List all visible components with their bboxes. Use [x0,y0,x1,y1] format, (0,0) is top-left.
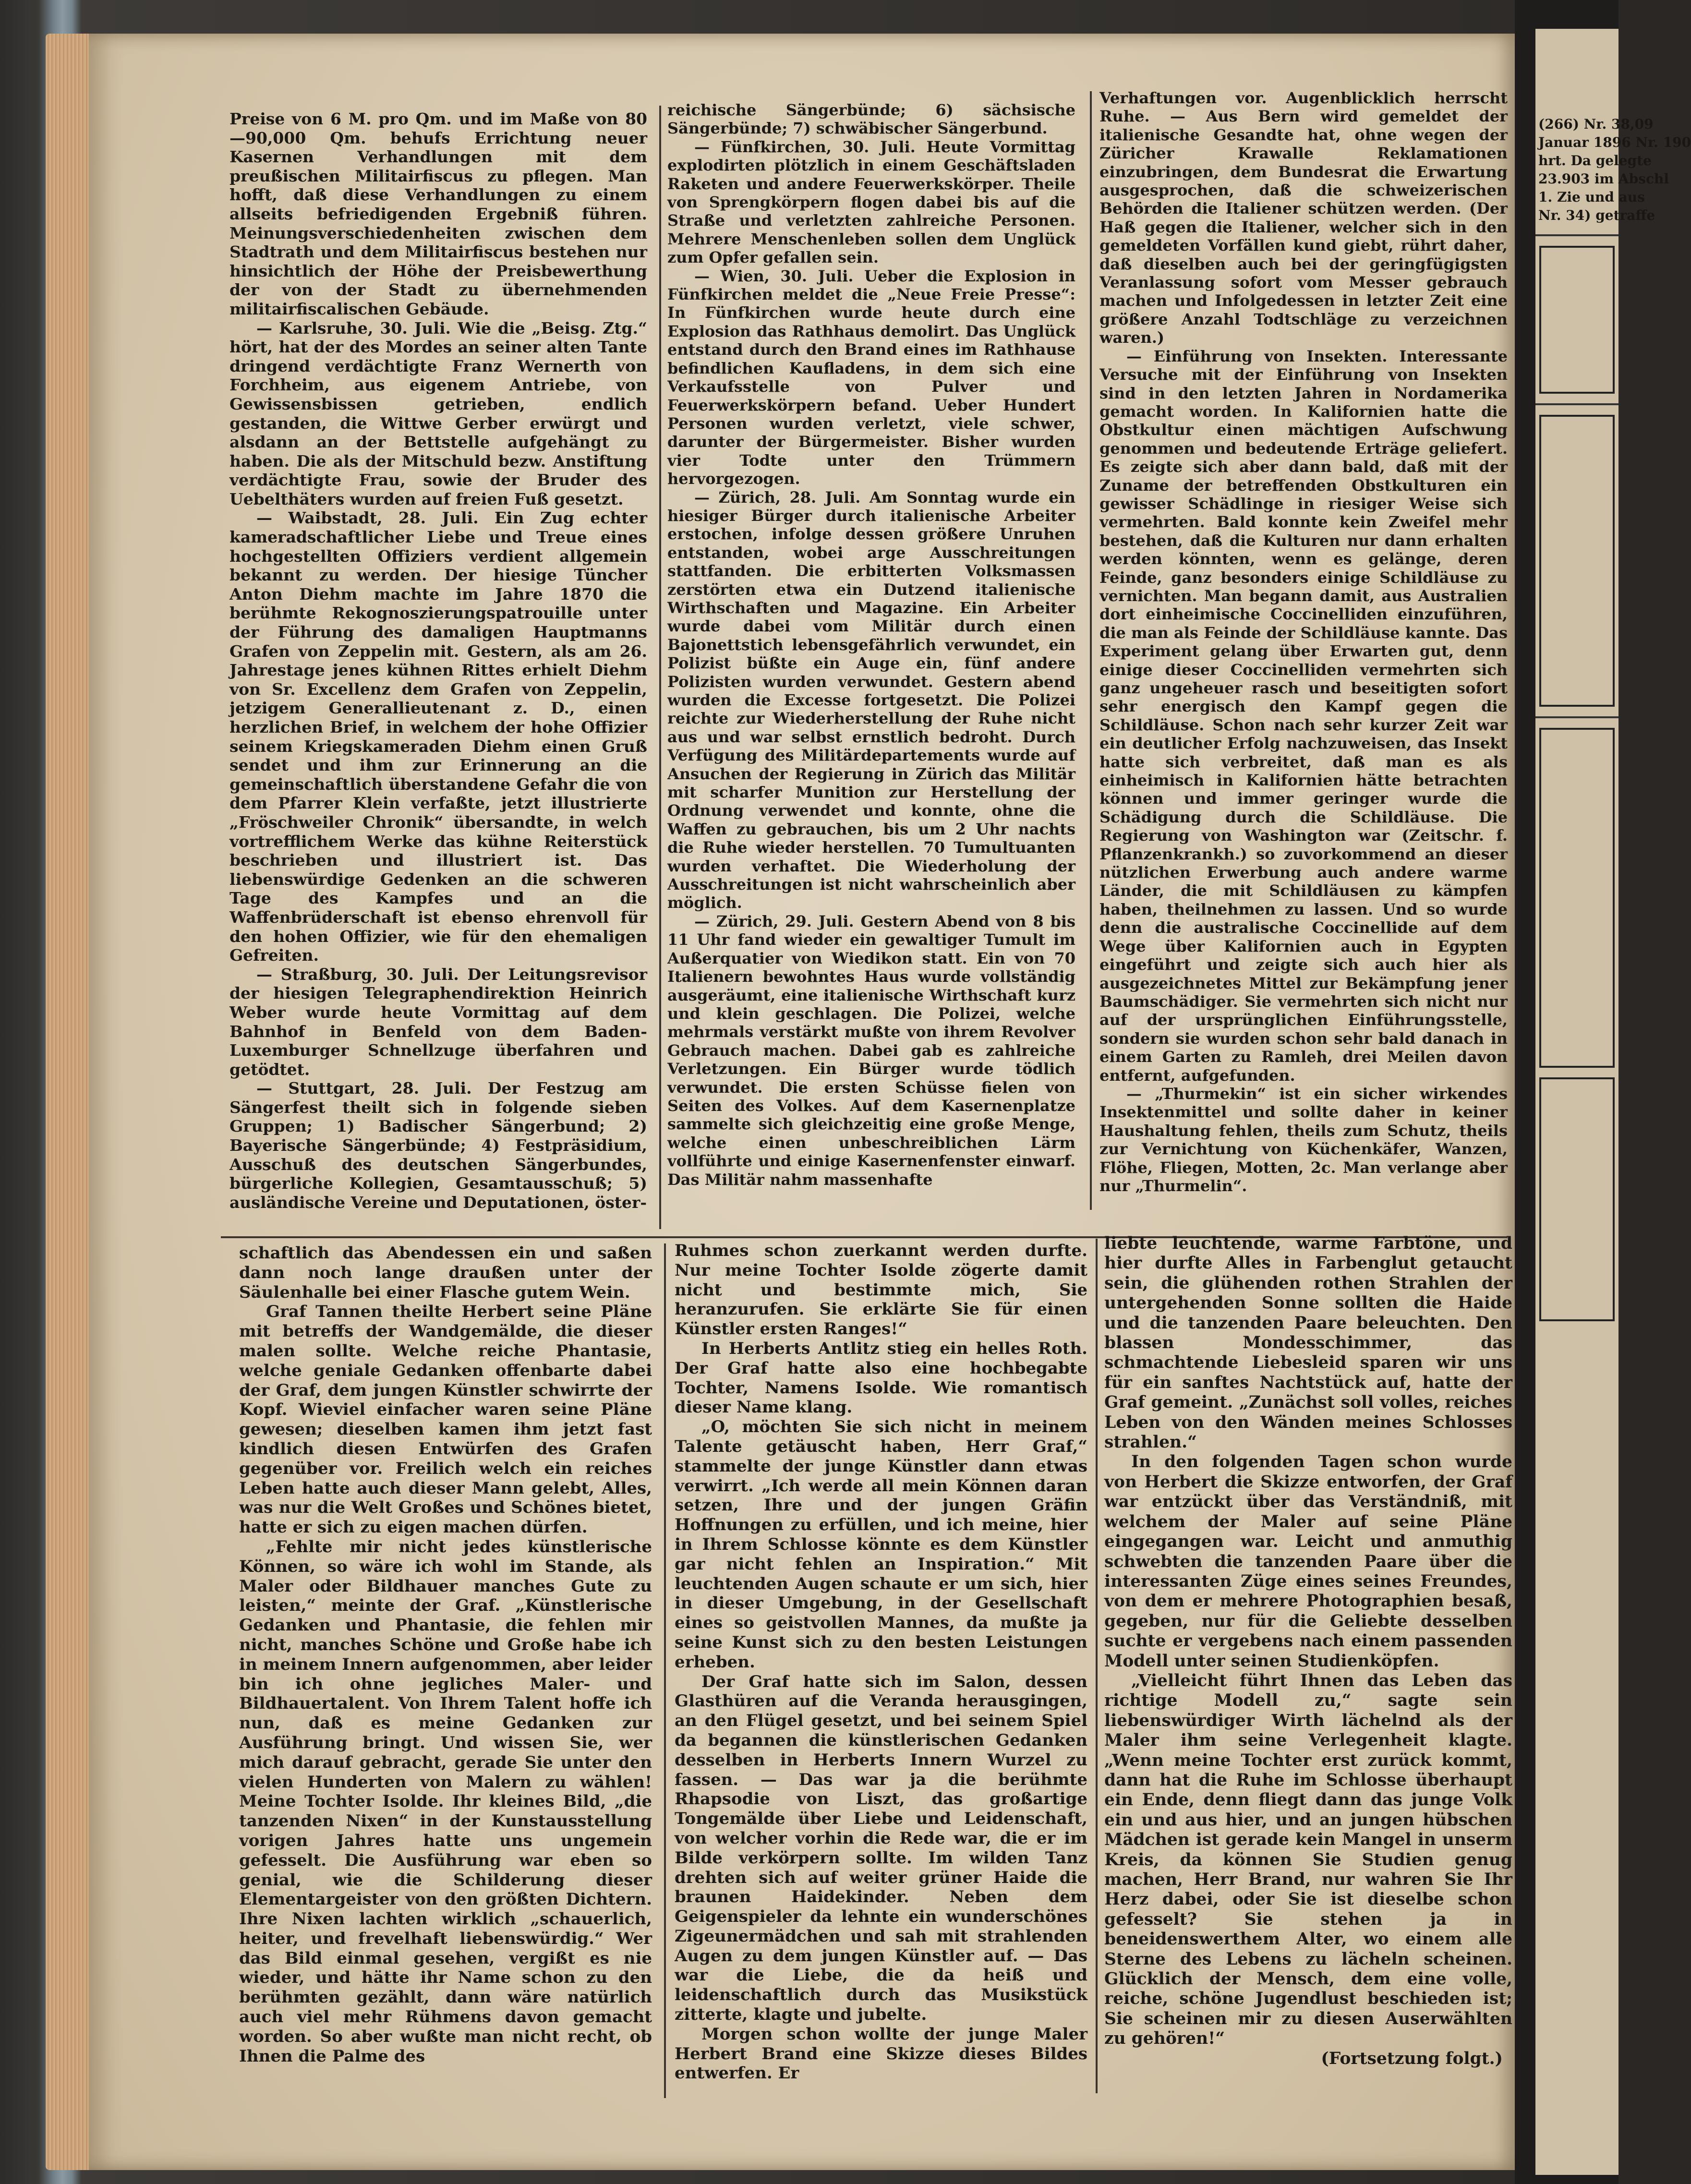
story-paragraph: „Vielleicht führt Ihnen das Leben das richtige Modell zu,“ sagte sein liebenswürdiger Wirth lächelnd als der Maler ihm seine Verlegenheit klagte. „Wenn meine Tochter erst zurück kommt, dann hat die Ruhe im Schlosse überhaupt ein Ende, denn fliegt dann das junge Volk ein und aus hier, und an jungen hübschen Mädchen ist gerade kein Mangel in unserm Kreis, da können Sie Studien genug machen, Herr Brand, nur wahren Sie Ihr Herz dabei, oder Sie ist dieselbe schon gefesselt? Sie stehen ja in beneidenswerthem Alter, wo einem alle Sterne des Lebens zu lächeln scheinen. Glücklich der Mensch, dem eine volle, reiche, schöne Jugendlust beschieden ist; Sie scheinen mir zu diesen Auserwählten zu gehören!“ [1104,1671,1512,2049]
adjacent-fragment: Januar 1896 Nr. 190 [1538,134,1691,150]
article-fuenfkirchen: — Fünfkirchen, 30. Juli. Heute Vormittag explodirten plötzlich in einem Geschäftsladen Raketen und andere Feuerwerkskörper. Theile von Sprengkörpern flogen dabei bis auf die Straße und verletzten zahlreiche Personen. Mehrere Menschenleben sollen dem Unglück zum Opfer gefallen sein. [667,137,1075,267]
upper-column-2 [667,101,1075,1219]
article-paragraph: Preise von 6 M. pro Qm. und im Maße von 80—90,000 Qm. behufs Errichtung neuer Kasernen Verhandlungen mit dem preußischen Militairfiscus zu pflegen. Man hofft, daß diese Verhandlungen zu einem allseits befriedigenden Ergebniß führen. Meinungsverschiedenheiten zwischen dem Stadtrath und dem Militairfiscus bestehen nur hinsichtlich der Höhe der Preisbewerthung der von der Stadt zu übernehmenden militairfiscalischen Gebäude. [229,109,647,318]
adjacent-advert-box [1539,415,1615,707]
lower-column-2 [675,1241,1087,2091]
adjacent-fragment: 23.903 im Abschl [1538,171,1669,187]
adjacent-fragment: hrt. Da gelegte [1538,153,1652,169]
continuation-note: (Fortsetzung folgt.) [1321,2049,1503,2068]
adjacent-fragment: Nr. 34) getraffe [1538,207,1655,223]
article-stuttgart: — Stuttgart, 28. Juli. Der Festzug am Sängerfest theilt sich in folgende sieben Gruppen; 1) Badischer Sängerbund; 2) Bayerische Sängerbünde; 4) Festpräsidium, Ausschuß des deutschen Sängerbundes, bürgerliche Kollegien, Gesamtausschuß; 5) ausländische Vereine und Deputationen, öster- [229,1079,647,1212]
article-zuerich-29: — Zürich, 29. Juli. Gestern Abend von 8 bis 11 Uhr fand wieder ein gewaltiger Tumult im Außerquatier von Wiedikon statt. Ein von 70 Italienern bewohntes Haus wurde vollständig ausgeräumt, eine italienische Wirthschaft kurz und klein geschlagen. Die Polizei, welche mehrmals verstärkt mußte von ihrem Revolver Gebrauch machen. Dabei gab es zahlreiche Verletzungen. Ein Bürger wurde tödlich verwundet. Die ersten Schüsse fielen von Seiten des Volkes. Auf dem Kasernenplatze sammelte sich gleichzeitig eine große Menge, welche einen unbeschreiblichen Lärm vollführte und einige Kasernenfenster einwarf. Das Militär nahm massenhafte [667,912,1075,1189]
adjacent-rule [1535,716,1619,718]
article-thurmelin: — „Thurmekin“ ist ein sicher wirkendes Insektenmittel und sollte daher in keiner Haushaltung fehlen, theils zum Schutz, theils zur Vernichtung von Küchenkäfer, Wanzen, Flöhe, Fliegen, Motten, 2c. Man verlange aber nur „Thurmelin“. [1099,1084,1508,1195]
lower-column-1 [239,1243,652,2093]
upper-column-3 [1099,89,1508,1207]
article-wien: — Wien, 30. Juli. Ueber die Explosion in Fünfkirchen meldet die „Neue Freie Presse“: In Fünfkirchen wurde heute durch eine Explosion das Rathhaus demolirt. Das Unglück entstand durch den Brand eines im Rathhause befindlichen Kaufladens, in dem sich eine Verkaufsstelle von Pulver und Feuerwerkskörpern befand. Ueber Hundert Personen wurden verletzt, viele schwer, darunter der Bürgermeister. Bisher wurden vier Todte unter den Trümmern hervorgezogen. [667,266,1075,488]
article-paragraph: Verhaftungen vor. Augenblicklich herrscht Ruhe. — Aus Bern wird gemeldet der italienische Gesandte hat, ohne wegen der Züricher Krawalle Reklamationen einzubringen, dem Bundesrat die Erwartung ausgesprochen, daß die schweizerischen Behörden die Italiener schützen werden. (Der Haß gegen die Italiener, welcher sich in den gemeldeten Vorfällen kund giebt, rührt daher, daß dieselben auch bei der geringfügigsten Veranlassung sofort vom Messer gebrauch machen und Infolgedessen in letzter Zeit eine größere Anzahl Todtschläge zu verzeichnen waren.) [1099,89,1508,347]
story-paragraph: Der Graf hatte sich im Salon, dessen Glasthüren auf die Veranda herausgingen, an den Flügel gesetzt, und bei seinem Spiel da begannen die künstlerischen Gedanken desselben in Herberts Innern Wurzel zu fassen. — Das war ja die berühmte Rhapsodie von Liszt, das großartige Tongemälde über Liebe und Leidenschaft, von welcher vorhin die Rede war, die er im Bilde verkörpern sollte. Im wilden Tanz drehten sich auf weiter grüner Haide die braunen Haidekinder. Neben dem Geigenspieler da lehnte ein wunderschönes Zigeunermädchen und sah mit strahlenden Augen zu dem jungen Künstler auf. — Das war die Liebe, die da heiß und leidenschaftlich durch das Musikstück zitterte, klagte und jubelte. [675,1672,1087,2025]
article-waibstadt: — Waibstadt, 28. Juli. Ein Zug echter kameradschaftlicher Liebe und Treue eines hochgestellten Offiziers verdient allgemein bekannt zu werden. Der hiesige Tüncher Anton Diehm machte im Jahre 1870 die berühmte Rekognoszierungspatrouille unter der Führung des damaligen Hauptmanns Grafen von Zeppelin mit. Gestern, als am 26. Jahrestage jenes kühnen Rittes erhielt Diehm von Sr. Excellenz dem Grafen von Zeppelin, jetzigem Generallieutenant z. D., einen herzlichen Brief, in welchem der hohe Offizier seinem Kriegskameraden Diehm einen Gruß sendet und ihm zur Erinnerung an die gemeinschaftlich überstandene Gefahr die von dem Pfarrer Klein verfaßte, jetzt illustrierte „Fröschweiler Chronik“ übersandte, in welch vortrefflichem Werke das kühne Reiterstück beschrieben und illustriert ist. Das liebenswürdige Gedenken an die schweren Tage des Kampfes und an die Waffenbrüderschaft ist ebenso ehrenvoll für den hohen Offizier, wie für den ehemaligen Gefreiten. [229,508,647,965]
story-paragraph: schaftlich das Abendessen ein und saßen dann noch lange draußen unter der Säulenhalle bei einer Flasche gutem Wein. [239,1243,652,1302]
adjacent-rule [1535,403,1619,405]
adjacent-advert-box [1539,728,1615,1068]
lower-column-3 [1104,1234,1512,2093]
article-zuerich-28: — Zürich, 28. Juli. Am Sonntag wurde ein hiesiger Bürger durch italienische Arbeiter erstochen, infolge dessen größere Unruhen entstanden, wobei arge Ausschreitungen stattfanden. Die erbitterten Volksmassen zerstörten etwa ein Dutzend italienische Wirthschaften und Magazine. Ein Arbeiter wurde dabei vom Militär durch einen Bajonettstich lebensgefährlich verwundet, ein Polizist büßte ein Auge ein, fünf andere Polizisten wurden verwundet. Gestern abend wurden die Excesse fortgesetzt. Die Polizei reichte zur Wiederherstellung der Ruhe nicht aus und war selbst ernstlich bedroht. Durch Verfügung des Militärdepartements wurde auf Ansuchen der Regierung in Zürich das Militär mit scharfer Munition zur Herstellung der Ordnung verwendet und konnte, ohne die Waffen zu gebrauchen, bis um 2 Uhr nachts die Ruhe wieder herstellen. 70 Tumultuanten wurden verhaftet. Die Wiederholung der Ausschreitungen ist nicht wahrscheinlich aber möglich. [667,488,1075,912]
article-paragraph: reichische Sängerbünde; 6) sächsische Sängerbünde; 7) schwäbischer Sängerbund. [667,101,1075,138]
adjacent-advert-box [1539,246,1615,394]
story-paragraph: In den folgenden Tagen schon wurde von Herbert die Skizze entworfen, der Graf war entzückt über das Verständniß, mit welchem der Maler auf seine Pläne eingegangen war. Leicht und anmuthig schwebten die tanzenden Paare über die interessanten Züge eines seines Freundes, von dem er mehrere Photographien besaß, gegeben, nur für die Geliebte desselben suchte er vergebens nach einem passenden Modell unter seinen Studienköpfen. [1104,1452,1512,1671]
story-paragraph: Ruhmes schon zuerkannt werden durfte. Nur meine Tochter Isolde zögerte damit nicht und bestimmte mich, Sie heranzurufen. Sie erklärte Sie für einen Künstler ersten Ranges!“ [675,1241,1087,1339]
article-karlsruhe: — Karlsruhe, 30. Juli. Wie die „Beisg. Ztg.“ hört, hat der des Mordes an seiner alten Tante dringend verdächtigte Franz Wernerth von Forchheim, aus eigenem Antriebe, von Gewissensbissen getrieben, endlich gestanden, die Wittwe Gerber erwürgt und alsdann an der Bettstelle aufgehängt zu haben. Die als der Mitschuld bezw. Anstiftung verdächtigte Frau, sowie der Bruder des Uebelthäters wurden auf freien Fuß gesetzt. [229,318,647,508]
adjacent-rule [1535,234,1619,236]
adjacent-page-fragment [1535,29,1691,2175]
story-paragraph: „Fehlte mir nicht jedes künstlerische Können, so wäre ich wohl im Stande, als Maler oder Bildhauer manches Gute zu leisten,“ meinte der Graf. „Künstlerische Gedanken und Phantasie, die fehlen mir nicht, manches Schöne und Große habe ich in meinem Innern aufgenommen, aber leider bin ich ohne jegliches Maler- und Bildhauertalent. Von Ihrem Talent hoffe ich nun, daß es meine Gedanken zur Ausführung bringt. Und wissen Sie, wer mich darauf gebracht, gerade Sie unter den vielen Hunderten von Malern zu wählen! Meine Tochter Isolde. Ihr kleines Bild, „die tanzenden Nixen“ in der Kunstausstellung vorigen Jahres hatte uns ungemein gefesselt. Die Ausführung war eben so genial, wie die Schilderung dieser Elementargeister von den größten Dichtern. Ihre Nixen lachten wirklich „schauerlich, heiter, und frevelhaft liebenswürdig.“ Wer das Bild einmal gesehen, vergißt es nie wieder, und hätte ihr Name schon zu den berühmten gezählt, dann wäre natürlich auch viel mehr Rühmens davon gemacht worden. So aber wußte man nicht recht, ob Ihnen die Palme des [239,1537,652,2066]
column-divider [664,1243,666,2098]
story-paragraph: Morgen schon wollte der junge Maler Herbert Brand eine Skizze dieses Bildes entwerfen. Er [675,2024,1087,2083]
adjacent-advert-box [1539,1077,1615,1321]
adjacent-fragment: (266) Nr. 38,09 [1538,116,1654,132]
upper-column-1 [229,109,647,1228]
adjacent-fragment: 1. Zie und aus [1538,189,1645,205]
story-paragraph: In Herberts Antlitz stieg ein helles Roth. Der Graf hatte also eine hochbegabte Tochter, Namens Isolde. Wie romantisch dieser Name klang. [675,1339,1087,1417]
article-insekten: — Einführung von Insekten. Interessante Versuche mit der Einführung von Insekten sind in den letzten Jahren in Nordamerika gemacht worden. In Kalifornien hatte die Obstkultur einen mächtigen Aufschwung genommen und bedeutende Erträge geliefert. Es zeigte sich aber dann bald, daß mit der Zuname der betreffenden Obstkulturen ein gewisser Schädlinge in riesiger Weise sich vermehrten. Bald konnte kein Zweifel mehr bestehen, daß die Kulturen nur dann erhalten werden könnten, wenn es gelänge, deren Feinde, ganz besonders einige Schildläuse zu vernichten. Man begann damit, aus Australien dort einheimische Coccinelliden einzuführen, die man als Feinde der Schildläuse kannte. Das Experiment gelang über Erwarten gut, denn einige dieser Coccinelliden vermehrten sich ganz ungeheuer rasch und beseitigten sofort sehr energisch den Kampf gegen die Schildläuse. Schon nach sehr kurzer Zeit war ein deutlicher Erfolg nachzuweisen, das Insekt hatte sich verbreitet, daß man es als einheimisch in Kalifornien hätte betrachten können und immer geringer wurde die Schädigung durch die Schildläuse. Die Regierung von Washington war (Zeitschr. f. Pflanzenkrankh.) so zuvorkommend an dieser nützlichen Erwerbung auch andere warme Länder, die mit Schildläusen zu kämpfen haben, theilnehmen zu lassen. Und so wurde denn die australische Coccinellide auf dem Wege über Kalifornien auch in Egypten eingeführt und zeigte sich auch hier als ausgezeichnetes Mittel zur Bekämpfung jener Baumschädiger. Sie vermehrten sich nicht nur auf der ursprünglichen Einführungsstelle, sondern sie wurden schon sehr bald danach in einem Garten zu Ramleh, drei Meilen davon entfernt, aufgefunden. [1099,347,1508,1085]
story-paragraph: Graf Tannen theilte Herbert seine Pläne mit betreffs der Wandgemälde, die dieser malen sollte. Welche reiche Phantasie, welche geniale Gedanken offenbarte dabei der Graf, dem jungen Künstler schwirrte der Kopf. Wieviel einfacher waren seine Pläne gewesen; dieselben kamen ihm jetzt fast kindlich diesen Entwürfen des Grafen gegenüber vor. Freilich welch ein reiches Leben hatte auch dieser Mann gelebt, Alles, was nur die Welt Großes und Schönes bietet, hatte er sich zu eigen machen dürfen. [239,1302,652,1537]
story-paragraph: „O, möchten Sie sich nicht in meinem Talente getäuscht haben, Herr Graf,“ stammelte der junge Künstler dann etwas verwirrt. „Ich werde all mein Können daran setzen, Ihre und der jungen Gräfin Hoffnungen zu erfüllen, und ich meine, hier in Ihrem Schlosse könnte es dem Künstler gar nicht fehlen an Inspiration.“ Mit leuchtenden Augen schaute er um sich, hier in dieser Umgebung, in der Gesellschaft eines so geistvollen Mannes, da mußte ja seine Kunst sich zu den besten Leistungen erheben. [675,1417,1087,1672]
column-divider [659,106,661,1229]
article-strassburg: — Straßburg, 30. Juli. Der Leitungsrevisor der hiesigen Telegraphendirektion Heinrich Weber wurde heute Vormittag auf dem Bahnhof in Benfeld von dem Baden-Luxemburger Schnellzuge überfahren und getödtet. [229,965,647,1079]
column-divider [1096,1239,1098,2093]
column-divider [1090,91,1092,1210]
story-paragraph: liebte leuchtende, warme Farbtöne, und hier durfte Alles in Farbenglut getaucht sein, die glühenden rothen Strahlen der untergehenden Sonne sollten die Haide und die tanzenden Paare beleuchten. Den blassen Mondesschimmer, das schmachtende Liebesleid sparen wir uns für ein sanftes Nachtstück auf, hatte der Graf gemeint. „Zunächst soll volles, reiches Leben von den Wänden meines Schlosses strahlen.“ [1104,1234,1512,1452]
